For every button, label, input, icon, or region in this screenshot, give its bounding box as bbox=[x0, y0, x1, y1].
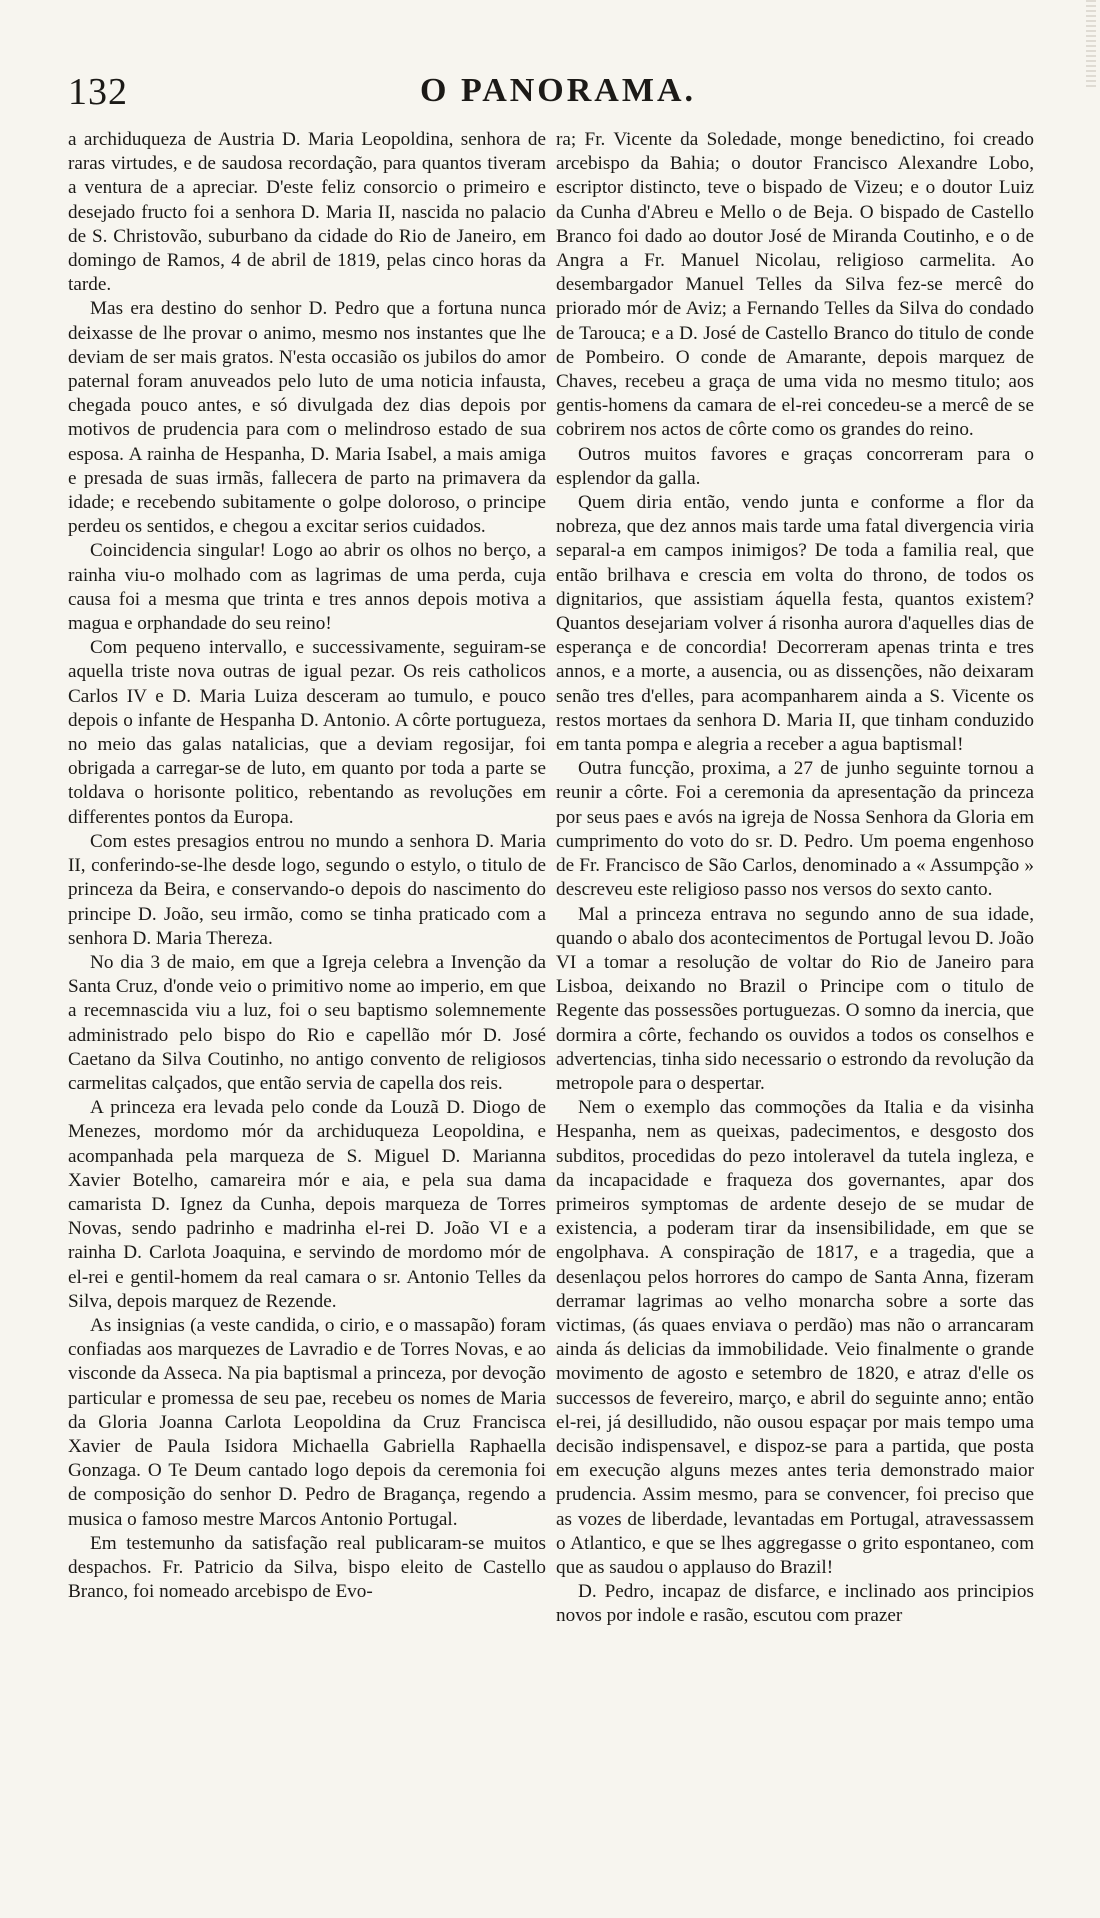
left-column bbox=[68, 128, 546, 1604]
paragraph: As insignias (a veste candida, o cirio, e o massapão) foram confiadas aos marquezes de Lavradio e de Torres Novas, e ao visconde da Asseca. Na pia baptismal a princeza, por devoção particular e promessa de seu pae, recebeu os nomes de Maria da Gloria Joanna Carlota Leopoldina da Cruz Francisca Xavier de Paula Isidora Michaella Gabriella Raphaella Gonzaga. O Te Deum cantado logo depois da ceremonia foi de composição do senhor D. Pedro de Bragança, regendo a musica o famoso mestre Marcos Antonio Portugal. bbox=[68, 1314, 546, 1530]
paragraph: ra; Fr. Vicente da Soledade, monge benedictino, foi creado arcebispo da Bahia; o doutor Francisco Alexandre Lobo, escriptor distincto, teve o bispado de Vizeu; e o doutor Luiz da Cunha d'Abreu e Mello o de Beja. O bispado de Castello Branco foi dado ao doutor José de Miranda Coutinho, e o de Angra a Fr. Manuel Nicolau, religioso carmelita. Ao desembargador Manuel Telles da Silva fez-se mercê do priorado mór de Aviz; a Fernando Telles da Silva do condado de Tarouca; e a D. José de Castello Branco do titulo de conde de Pombeiro. O conde de Amarante, depois marquez de Chaves, recebeu a graça de uma vida no mesmo titulo; aos gentis-homens da camara de el-rei concedeu-se a mercê de se cobrirem nos actos de côrte como os grandes do reino. bbox=[556, 129, 1034, 441]
paragraph: Quem diria então, vendo junta e conforme a flor da nobreza, que dez annos mais tarde uma fatal divergencia viria separal-a em campos inimigos? De toda a familia real, que então brilhava e crescia em volta do throno, de todos os dignitarios, que assistiam áquella festa, quantos existem? Quantos desejariam volver á risonha aurora d'aquelles dias de esperança e de concordia! Decorreram apenas trinta e tres annos, e a morte, a ausencia, ou as dissenções, não deixaram senão tres d'elles, para acompanharem ainda a S. Vicente os restos mortaes da senhora D. Maria II, que tinham conduzido em tanta pompa e alegria a receber a agua baptismal! bbox=[556, 492, 1034, 756]
paragraph: Com pequeno intervallo, e successivamente, seguiram-se aquella triste nova outras de igual pezar. Os reis catholicos Carlos IV e D. Maria Luiza desceram ao tumulo, e pouco depois o infante de Hespanha D. Antonio. A côrte portugueza, no meio das galas natalicias, que a deviam regosijar, foi obrigada a carregar-se de luto, em quanto por toda a parte se toldava o horisonte politico, rebentando as revoluções em differentes pontos da Europa. bbox=[68, 637, 546, 828]
page-number: 132 bbox=[68, 71, 128, 113]
right-column bbox=[556, 128, 1034, 1629]
journal-title: O PANORAMA. bbox=[420, 72, 696, 109]
paragraph: No dia 3 de maio, em que a Igreja celebra a Invenção da Santa Cruz, d'onde veio o primitivo nome ao imperio, em que a recemnascida viu a luz, foi o seu baptismo solemnemente administrado pelo bispo do Rio e capellão mór D. José Caetano da Silva Coutinho, no antigo convento de religiosos carmelitas calçados, que então servia de capella dos reis. bbox=[68, 951, 546, 1094]
page-edge-artifact bbox=[1086, 0, 1096, 90]
paragraph: A princeza era levada pelo conde da Louzã D. Diogo de Menezes, mordomo mór da archiduqueza Leopoldina, e acompanhada pela marqueza de S. Miguel D. Marianna Xavier Botelho, camareira mór e aia, e pela sua dama camarista D. Ignez da Cunha, depois marqueza de Torres Novas, sendo padrinho e madrinha el-rei D. João VI e a rainha D. Carlota Joaquina, e servindo de mordomo mór de el-rei e gentil-homem da real camara o sr. Antonio Telles da Silva, depois marquez de Rezende. bbox=[68, 1097, 546, 1312]
paragraph: Em testemunho da satisfação real publicaram-se muitos despachos. Fr. Patricio da Silva, bispo eleito de Castello Branco, foi nomeado arcebispo de Evo- bbox=[68, 1532, 546, 1603]
paragraph: Nem o exemplo das commoções da Italia e da visinha Hespanha, nem as queixas, padecimentos, e desgosto dos subditos, procedidas do pezo intoleravel da tutela ingleza, e da incapacidade e fraqueza dos governantes, apar dos primeiros symptomas de ardente desejo de se mudar de existencia, a poderam tirar da insensibilidade, em que se engolphava. A conspiração de 1817, e a tragedia, que a desenlaçou pelos horrores do campo de Santa Anna, fizeram derramar lagrimas ao velho monarcha sobre a sorte das victimas, (ás quaes enviava o perdão) mas não o arrancaram ainda ás delicias da immobilidade. Veio finalmente o grande movimento de agosto e setembro de 1820, e atraz d'elle os successos de fevereiro, março, e abril do seguinte anno; então el-rei, já desilludido, não ousou espaçar por mais tempo uma decisão indispensavel, e dispoz-se para a partida, que posta em execução alguns mezes antes teria demonstrado maior prudencia. Assim mesmo, para se convencer, foi preciso que as vozes de liberdade, levantadas em Portugal, atravessassem o Atlantico, e que se lhes aggregasse o grito espontaneo, com que as saudou o applauso do Brazil! bbox=[556, 1097, 1034, 1578]
paragraph: D. Pedro, incapaz de disfarce, e inclinado aos principios novos por indole e rasão, escutou com prazer bbox=[556, 1581, 1034, 1627]
paragraph: Mal a princeza entrava no segundo anno de sua idade, quando o abalo dos acontecimentos de Portugal levou D. João VI a tomar a resolução de voltar do Rio de Janeiro para Lisboa, deixando no Brazil o Principe com o titulo de Regente das possessões portuguezas. O somno da inercia, que dormira a côrte, fechando os ouvidos a todos os conselhos e advertencias, tinha sido necessario o estrondo da revolução da metropole para o despertar. bbox=[556, 903, 1034, 1094]
paragraph: a archiduqueza de Austria D. Maria Leopoldina, senhora de raras virtudes, e de saudosa recordação, para quantos tiveram a ventura de a apreciar. D'este feliz consorcio o primeiro e desejado fructo foi a senhora D. Maria II, nascida no palacio de S. Christovão, suburbano da cidade do Rio de Janeiro, em domingo de Ramos, 4 de abril de 1819, pelas cinco horas da tarde. bbox=[68, 129, 546, 296]
paragraph: Com estes presagios entrou no mundo a senhora D. Maria II, conferindo-se-lhe desde logo, segundo o estylo, o titulo de princeza da Beira, e conservando-o depois do nascimento do principe D. João, seu irmão, como se tinha praticado com a senhora D. Maria Thereza. bbox=[68, 830, 546, 949]
page-header bbox=[68, 66, 1048, 126]
paragraph: Mas era destino do senhor D. Pedro que a fortuna nunca deixasse de lhe provar o animo, mesmo nos instantes que lhe deviam de ser mais gratos. N'esta occasião os jubilos do amor paternal foram anuveados pelo luto de uma noticia infausta, chegada pouco antes, e só divulgada dez dias depois por motivos de prudencia para com o melindroso estado de sua esposa. A rainha de Hespanha, D. Maria Isabel, a mais amiga e presada de suas irmãs, fallecera de parto na primavera da idade; e recebendo subitamente o golpe doloroso, o principe perdeu os sentidos, e chegou a excitar serios cuidados. bbox=[68, 298, 546, 538]
paragraph: Outra funcção, proxima, a 27 de junho seguinte tornou a reunir a côrte. Foi a ceremonia da apresentação da princeza por seus paes e avós na igreja de Nossa Senhora da Gloria em cumprimento do voto do sr. D. Pedro. Um poema engenhoso de Fr. Francisco de São Carlos, denominado a « Assumpção » descreveu este religioso passo nos versos do sexto canto. bbox=[556, 758, 1034, 901]
column-gutter bbox=[550, 128, 551, 1868]
paragraph: Coincidencia singular! Logo ao abrir os olhos no berço, a rainha viu-o molhado com as lagrimas de uma perda, cuja causa foi a mesma que trinta e tres annos depois motiva a magua e orphandade do seu reino! bbox=[68, 540, 546, 635]
paragraph: Outros muitos favores e graças concorreram para o esplendor da galla. bbox=[556, 443, 1034, 489]
